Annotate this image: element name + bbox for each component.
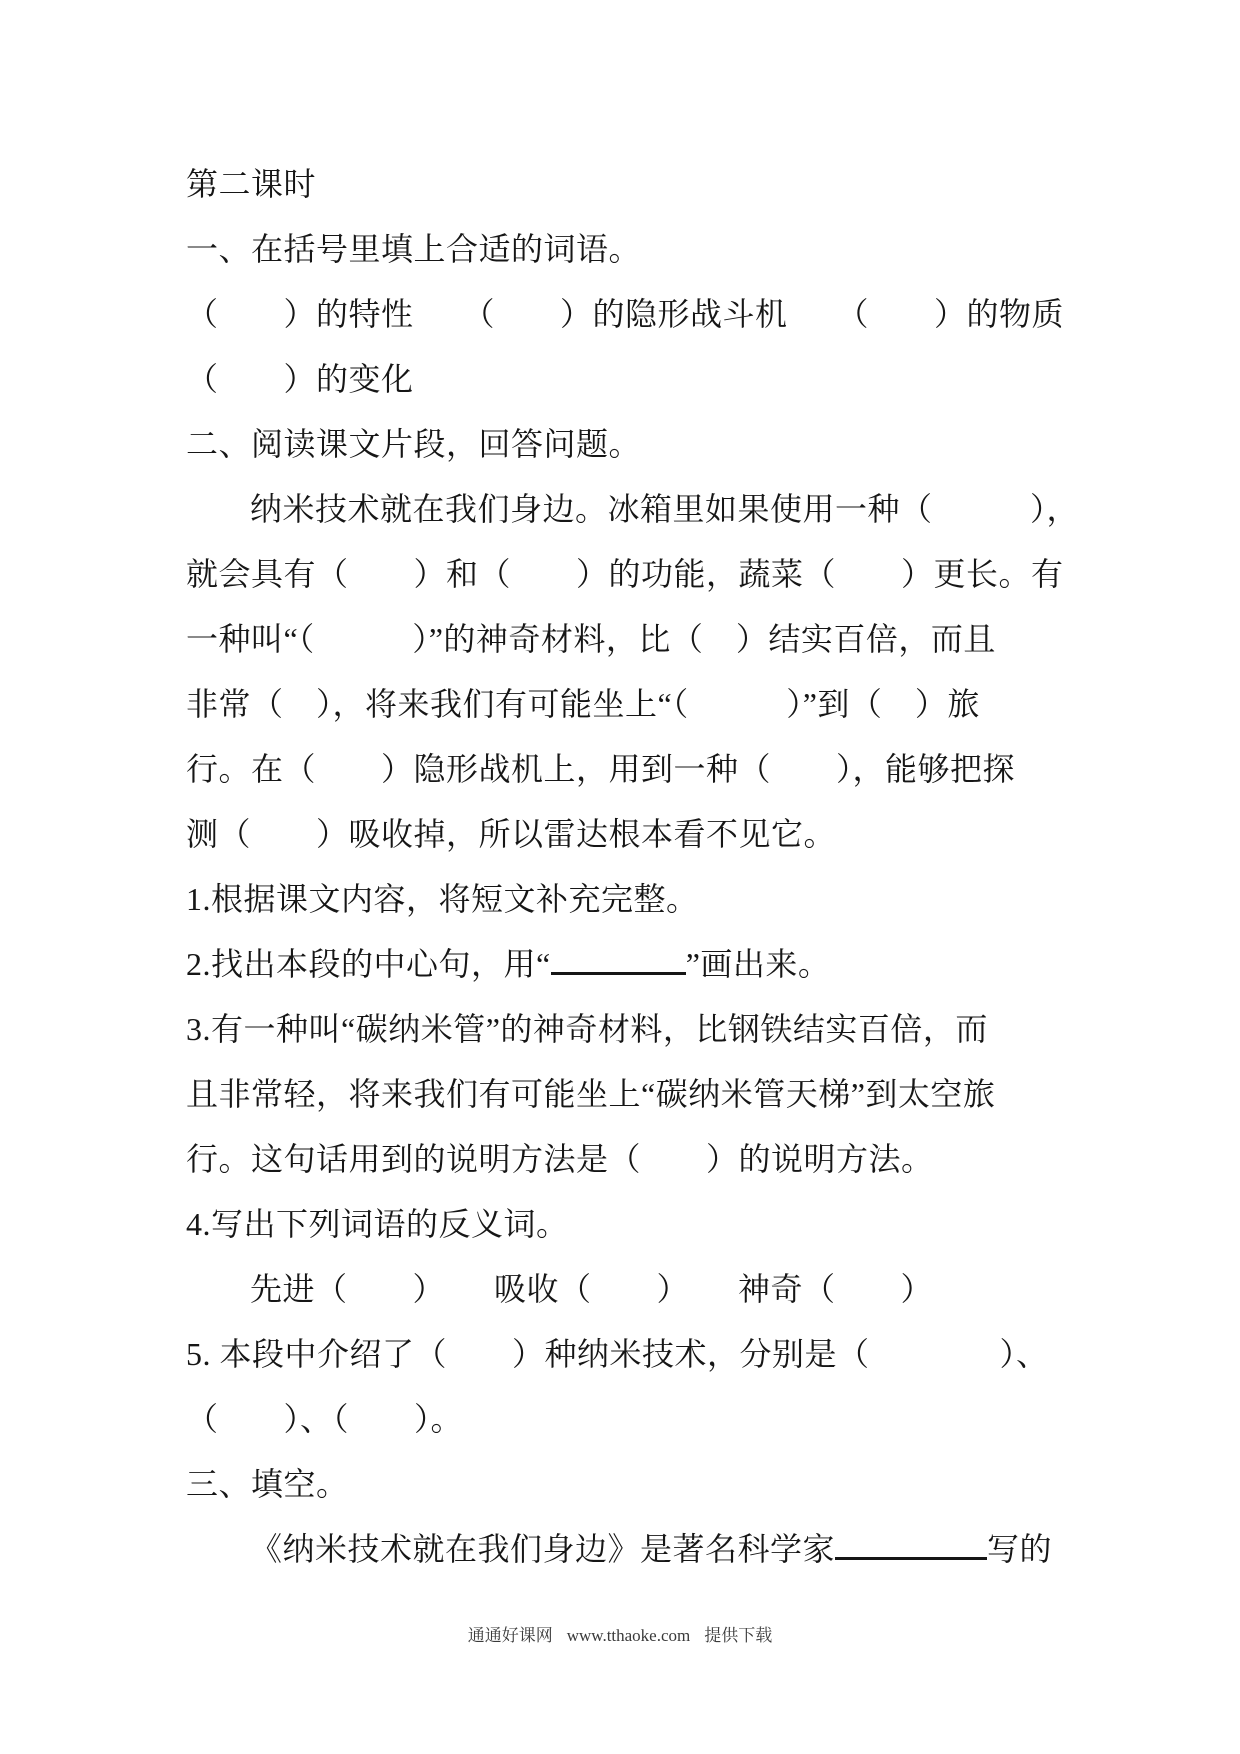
text-run: 一种叫“（ ）”的神奇材料，比（ ）结实百倍，而且	[186, 621, 996, 657]
text-run: 一、在括号里填上合适的词语。	[186, 231, 642, 267]
text-run: 二、阅读课文片段，回答问题。	[186, 426, 642, 462]
text-line	[186, 932, 1054, 997]
footer-site-name: 通通好课网	[467, 1626, 553, 1645]
text-run: （ ）、（ ）。	[186, 1401, 464, 1437]
text-run: 纳米技术就在我们身边。冰箱里如果使用一种（ ），	[250, 491, 1080, 527]
text-line	[186, 1062, 1054, 1127]
text-run: 1.根据课文内容，将短文补充完整。	[186, 881, 699, 917]
text-run: 写的	[987, 1531, 1053, 1567]
text-run: 三、填空。	[186, 1466, 349, 1502]
document-body	[186, 152, 1080, 1582]
text-line	[186, 802, 1054, 867]
text-run: 行。在（ ）隐形战机上，用到一种（ ），能够把探	[186, 751, 1016, 787]
text-run: （ ）的特性 （ ）的隐形战斗机 （ ）的物质	[186, 296, 1065, 332]
text-line	[186, 997, 1054, 1062]
text-run: 4.写出下列词语的反义词。	[186, 1206, 569, 1242]
text-line	[186, 737, 1054, 802]
text-line	[186, 1452, 1054, 1517]
text-run: 行。这句话用到的说明方法是（ ）的说明方法。	[186, 1141, 934, 1177]
text-run: 3.有一种叫“碳纳米管”的神奇材料，比钢铁结实百倍，而	[186, 1011, 988, 1047]
text-line	[186, 672, 1054, 737]
text-run: 第二课时	[186, 166, 317, 202]
text-run: （ ）的变化	[186, 361, 414, 397]
text-line	[186, 217, 1054, 282]
text-run: ”画出来。	[685, 946, 831, 982]
text-line	[186, 1257, 1054, 1322]
text-line	[186, 867, 1054, 932]
footer-url: www.tthaoke.com	[566, 1626, 691, 1645]
text-line	[186, 1322, 1054, 1387]
text-line	[186, 412, 1054, 477]
text-run: 2.找出本段的中心句，用“	[186, 946, 551, 982]
text-line	[186, 152, 1054, 217]
text-line	[186, 282, 1065, 347]
text-run: 先进（ ） 吸收（ ） 神奇（ ）	[250, 1271, 934, 1307]
text-run: 《纳米技术就在我们身边》是著名科学家	[250, 1531, 836, 1567]
text-line	[186, 477, 1080, 542]
text-line	[186, 347, 1054, 412]
text-run: 且非常轻，将来我们有可能坐上“碳纳米管天梯”到太空旅	[186, 1076, 996, 1112]
text-line	[186, 1387, 1054, 1452]
page-footer	[0, 1624, 1240, 1648]
fill-blank-underline	[551, 967, 686, 975]
text-line	[186, 607, 1054, 672]
text-line	[186, 1127, 1054, 1192]
text-line	[186, 1192, 1054, 1257]
footer-download-suffix: 提供下载	[704, 1626, 773, 1645]
text-run: 5. 本段中介绍了（ ）种纳米技术，分别是（ ）、	[186, 1336, 1049, 1372]
text-line	[186, 542, 1064, 607]
fill-blank-underline	[835, 1552, 987, 1560]
text-run: 测（ ）吸收掉，所以雷达根本看不见它。	[186, 816, 837, 852]
text-run: 就会具有（ ）和（ ）的功能，蔬菜（ ）更长。有	[186, 556, 1064, 592]
text-line	[186, 1517, 1054, 1582]
text-run: 非常（ ），将来我们有可能坐上“（ ）”到（ ）旅	[186, 686, 980, 722]
